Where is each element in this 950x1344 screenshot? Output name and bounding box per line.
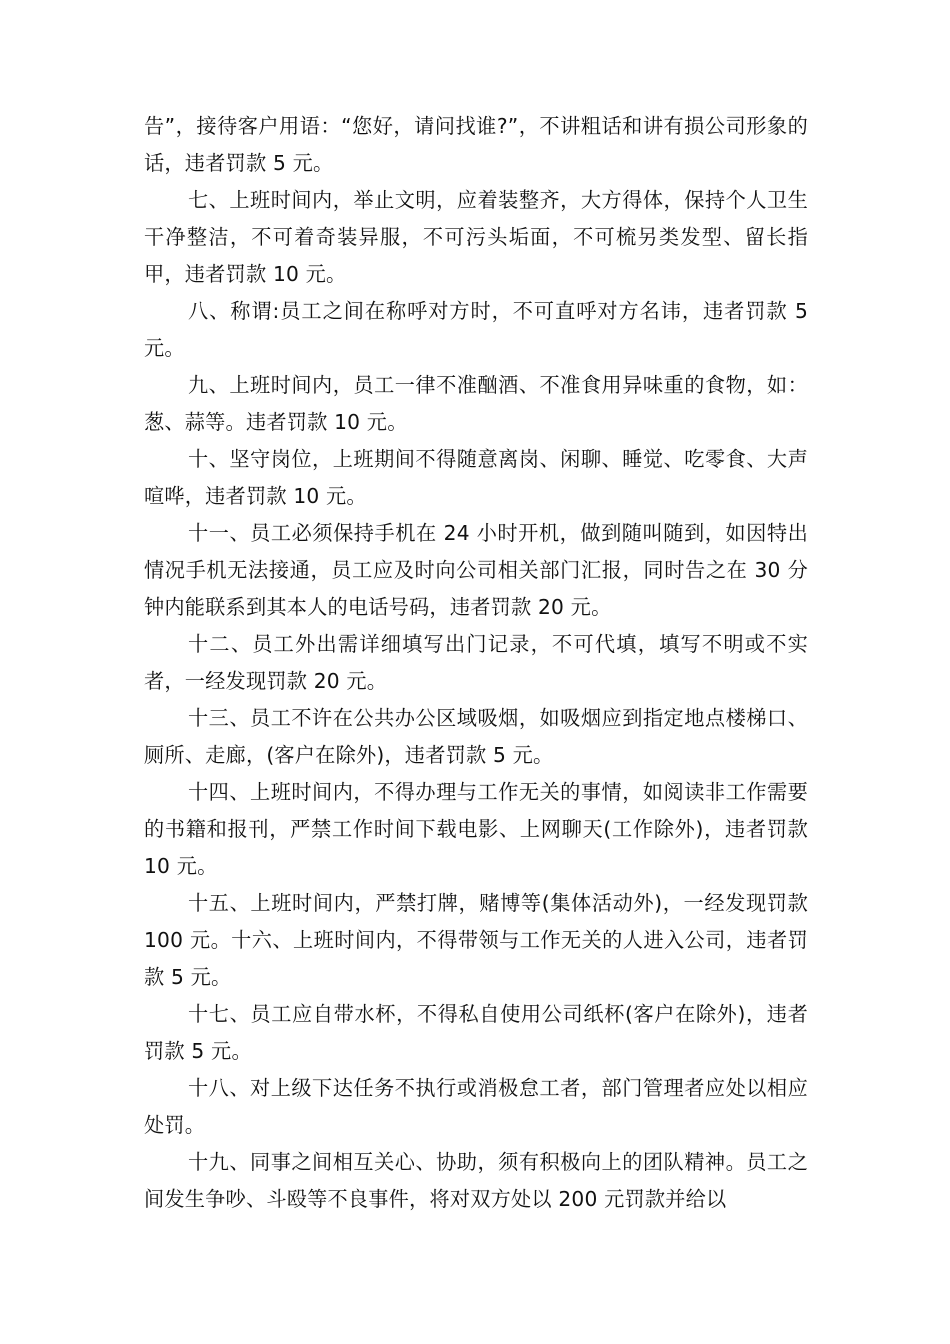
paragraph-rule-17: 十七、员工应自带水杯，不得私自使用公司纸杯(客户在除外)，违者罚款 5 元。 xyxy=(144,1002,808,1063)
paragraph-rule-12: 十二、员工外出需详细填写出门记录，不可代填，填写不明或不实者，一经发现罚款 20 元。 xyxy=(144,632,808,693)
paragraph-rule-9: 九、上班时间内，员工一律不准酗酒、不准食用异味重的食物，如：葱、蒜等。违者罚款 10 元。 xyxy=(144,373,808,434)
document-page xyxy=(144,108,808,1218)
paragraph-continuation: 告”，接待客户用语：“您好，请问找谁?”，不讲粗话和讲有损公司形象的话，违者罚款 5 元。 xyxy=(144,114,808,175)
paragraph-rule-10: 十、坚守岗位，上班期间不得随意离岗、闲聊、睡觉、吃零食、大声喧哗，违者罚款 10 元。 xyxy=(144,447,808,508)
paragraph-rule-8: 八、称谓:员工之间在称呼对方时，不可直呼对方名讳，违者罚款 5 元。 xyxy=(144,299,808,360)
paragraph-rule-15-16: 十五、上班时间内，严禁打牌，赌博等(集体活动外)，一经发现罚款 100 元。十六、上班时间内，不得带领与工作无关的人进入公司，违者罚款 5 元。 xyxy=(144,891,808,989)
paragraph-rule-18: 十八、对上级下达任务不执行或消极怠工者，部门管理者应处以相应处罚。 xyxy=(144,1076,808,1137)
paragraph-rule-13: 十三、员工不许在公共办公区域吸烟，如吸烟应到指定地点楼梯口、厕所、走廊，(客户在除外)，违者罚款 5 元。 xyxy=(144,706,808,767)
paragraph-rule-14: 十四、上班时间内，不得办理与工作无关的事情，如阅读非工作需要的书籍和报刊，严禁工作时间下载电影、上网聊天(工作除外)，违者罚款 10 元。 xyxy=(144,780,808,878)
paragraph-rule-19: 十九、同事之间相互关心、协助，须有积极向上的团队精神。员工之间发生争吵、斗殴等不良事件，将对双方处以 200 元罚款并给以 xyxy=(144,1150,808,1211)
paragraph-rule-11: 十一、员工必须保持手机在 24 小时开机，做到随叫随到，如因特出情况手机无法接通，员工应及时向公司相关部门汇报，同时告之在 30 分钟内能联系到其本人的电话号码，违者罚款 20 元。 xyxy=(144,521,808,619)
paragraph-rule-7: 七、上班时间内，举止文明，应着装整齐，大方得体，保持个人卫生干净整洁，不可着奇装异服，不可污头垢面，不可梳另类发型、留长指甲，违者罚款 10 元。 xyxy=(144,188,808,286)
